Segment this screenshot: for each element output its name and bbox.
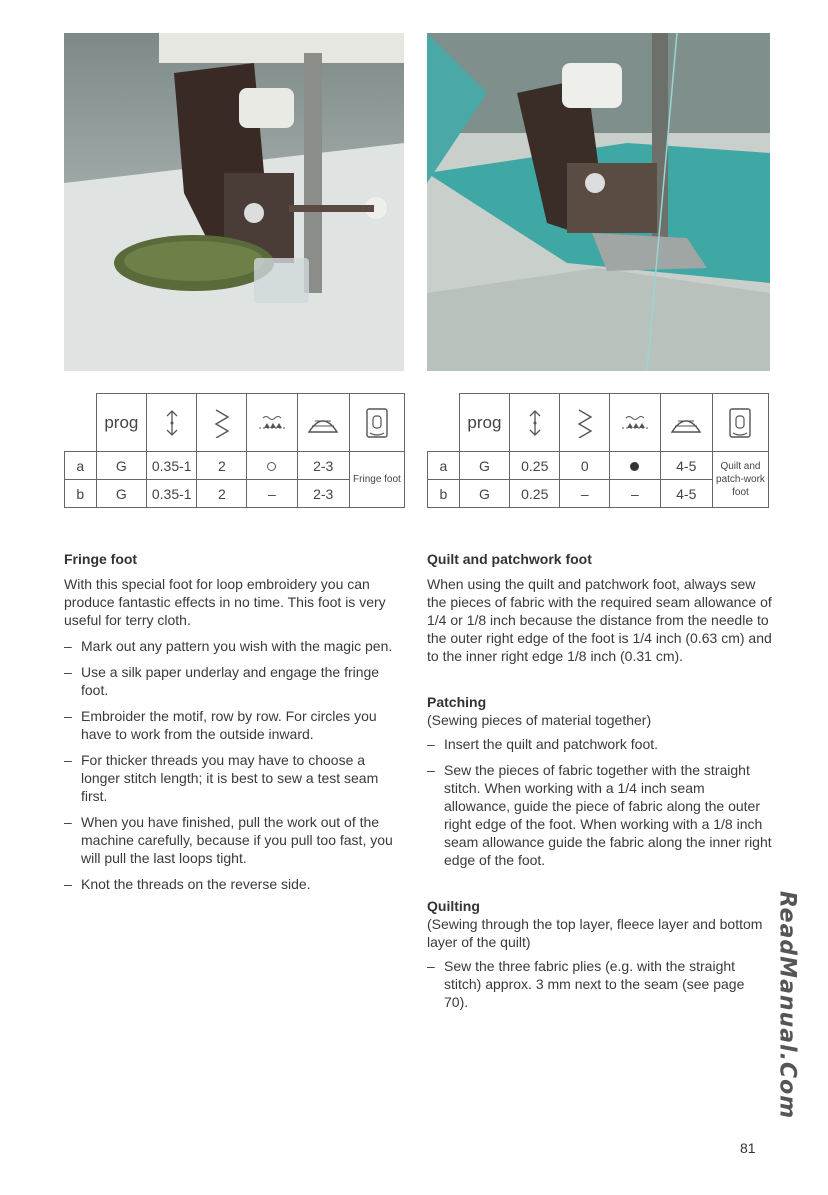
- patching-list: [427, 735, 772, 869]
- section-intro: When using the quilt and patchwork foot, always sew the pieces of fabric with the required seam allowance of 1/4 or 1/8 inch because the distance from the needle to the outer right edge of the foot is 1/4 inch (0.63 cm) and to the inner right edge 1/8 inch (0.31 cm).: [427, 576, 772, 664]
- circle-icon: [267, 462, 276, 471]
- fringe-foot-photo: [64, 33, 404, 371]
- feed-value: –: [610, 480, 660, 508]
- quilting-subtitle: (Sewing through the top layer, fleece layer and bottom layer of the quilt): [427, 916, 763, 950]
- stitch-width-value: 2: [197, 480, 247, 508]
- stitch-length-value: 0.25: [510, 452, 560, 480]
- prog-value: G: [96, 452, 146, 480]
- list-item: – Sew the pieces of fabric together with the straight stitch. When working with a 1/4 inch seam allowance, guide the piece of fabric along the outer right edge of the foot. When working with a 1/8 inch seam allowance guide the fabric along the inner right edge of the foot.: [427, 761, 772, 869]
- section-title: Fringe foot: [64, 551, 138, 567]
- list-item: – Insert the quilt and patchwork foot.: [427, 735, 772, 753]
- foot-name: Fringe foot: [349, 452, 404, 508]
- stitch-length-value: 0.35-1: [147, 480, 197, 508]
- quilting-list: [427, 957, 772, 1011]
- watermark: ReadManual.Com: [774, 890, 800, 1120]
- thread-tension-icon: [669, 412, 703, 434]
- tension-value: 2-3: [297, 452, 349, 480]
- quilt-foot-photo: [427, 33, 770, 371]
- list-item: – Embroider the motif, row by row. For circles you have to work from the outside inward.: [64, 707, 404, 743]
- stitch-width-icon: [576, 408, 594, 438]
- stitch-length-value: 0.25: [510, 480, 560, 508]
- row-label: b: [65, 480, 97, 508]
- dot-icon: [630, 462, 639, 471]
- section-title: Quilt and patchwork foot: [427, 551, 592, 567]
- feed-dog-icon: [257, 413, 287, 433]
- prog-value: G: [96, 480, 146, 508]
- list-item: – Mark out any pattern you wish with the magic pen.: [64, 637, 404, 655]
- foot-name: Quilt and patch-work foot: [712, 452, 768, 508]
- patching-subtitle: (Sewing pieces of material together): [427, 712, 652, 728]
- prog-value: G: [459, 480, 509, 508]
- tension-value: 2-3: [297, 480, 349, 508]
- row-label: a: [65, 452, 97, 480]
- list-item: – For thicker threads you may have to choose a longer stitch length; it is best to sew a test seam first.: [64, 751, 404, 805]
- feed-dog-icon: [620, 413, 650, 433]
- stitch-width-icon: [213, 408, 231, 438]
- patching-title: Patching: [427, 694, 487, 710]
- quilt-foot-section: [427, 550, 772, 1019]
- page-number: 81: [740, 1140, 756, 1156]
- presser-foot-icon: [366, 408, 388, 438]
- thread-tension-icon: [306, 412, 340, 434]
- stitch-length-icon: [527, 409, 543, 437]
- list-item: – Knot the threads on the reverse side.: [64, 875, 404, 893]
- stitch-width-value: –: [560, 480, 610, 508]
- feed-value: –: [247, 480, 297, 508]
- stitch-width-value: 0: [560, 452, 610, 480]
- prog-header: prog: [96, 394, 146, 452]
- stitch-length-value: 0.35-1: [147, 452, 197, 480]
- row-label: a: [428, 452, 460, 480]
- prog-value: G: [459, 452, 509, 480]
- tension-value: 4-5: [660, 480, 712, 508]
- quilt-foot-settings-table: [427, 393, 769, 508]
- list-item: – Use a silk paper underlay and engage the fringe foot.: [64, 663, 404, 699]
- instruction-list: [64, 637, 404, 893]
- prog-header: prog: [459, 394, 509, 452]
- fringe-foot-section: [64, 550, 404, 901]
- tension-value: 4-5: [660, 452, 712, 480]
- row-label: b: [428, 480, 460, 508]
- quilting-title: Quilting: [427, 898, 480, 914]
- section-intro: With this special foot for loop embroidery you can produce fantastic effects in no time. This foot is very useful for terry cloth.: [64, 576, 386, 628]
- stitch-length-icon: [164, 409, 180, 437]
- list-item: – When you have finished, pull the work out of the machine carefully, because if you pull too fast, you will pull the last loops tight.: [64, 813, 404, 867]
- fringe-foot-settings-table: [64, 393, 405, 508]
- presser-foot-icon: [729, 408, 751, 438]
- stitch-width-value: 2: [197, 452, 247, 480]
- list-item: – Sew the three fabric plies (e.g. with the straight stitch) approx. 3 mm next to the seam (see page 70).: [427, 957, 772, 1011]
